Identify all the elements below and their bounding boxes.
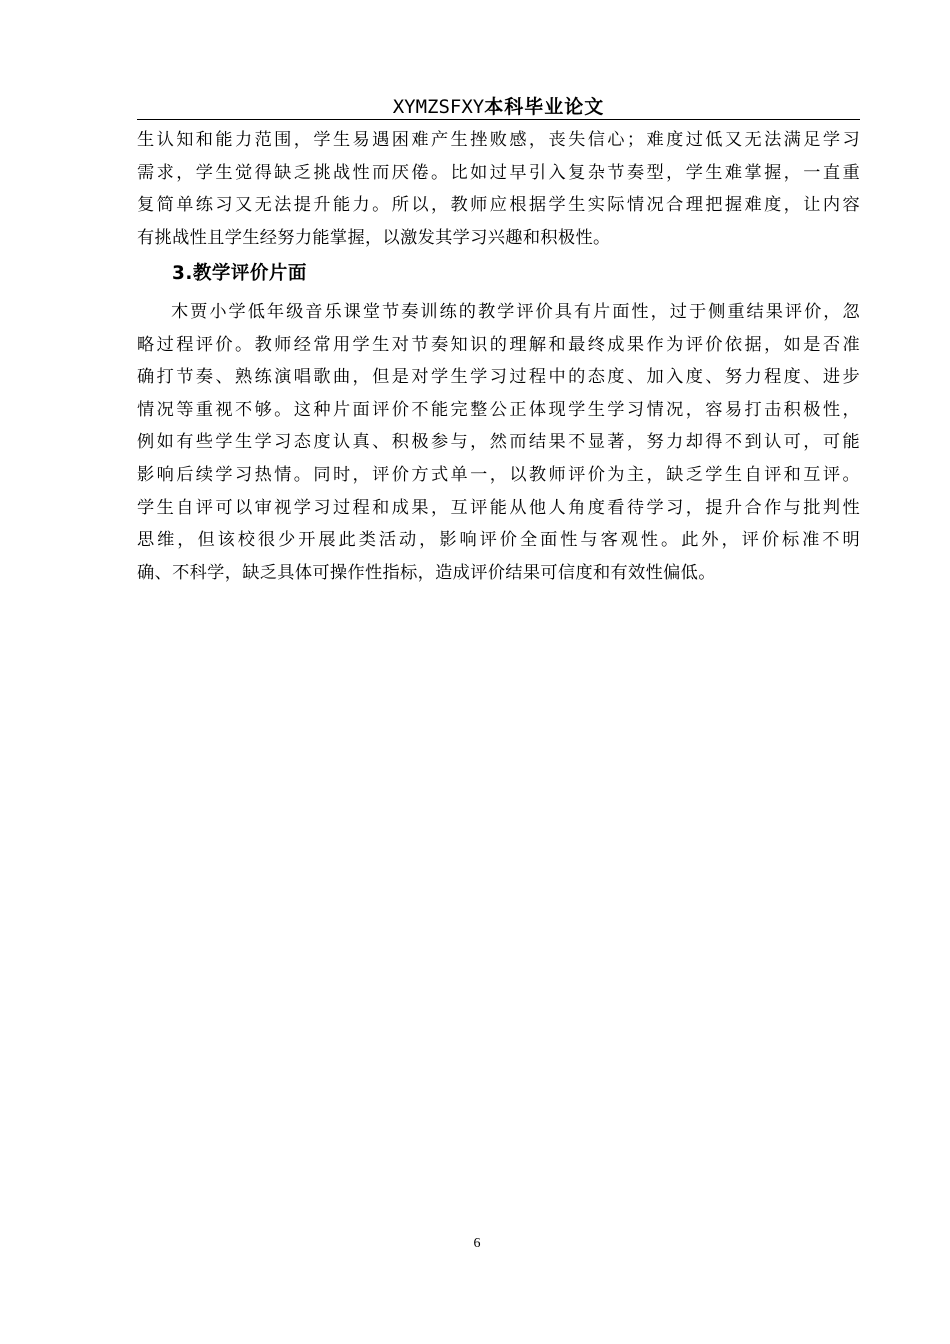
paragraph-line: 有挑战性且学生经努力能掌握，以激发其学习兴趣和积极性。 — [137, 227, 611, 248]
paragraph-line: 情况等重视不够。这种片面评价不能完整公正体现学生学习情况，容易打击积极性， — [137, 399, 860, 420]
paragraph-line: 影响后续学习热情。同时，评价方式单一，以教师评价为主，缺乏学生自评和互评。 — [137, 464, 860, 485]
paragraph-line: 确、不科学，缺乏具体可操作性指标，造成评价结果可信度和有效性偏低。 — [137, 562, 716, 583]
paragraph-line: 木贾小学低年级音乐课堂节奏训练的教学评价具有片面性，过于侧重结果评价，忽 — [171, 302, 860, 322]
section-heading: 3.教学评价片面 — [172, 263, 307, 284]
header-divider — [137, 119, 860, 120]
header-code: XYMZSFXY — [392, 96, 485, 118]
paragraph-evaluation — [137, 296, 860, 589]
paragraph-line: 学生自评可以审视学习过程和成果，互评能从他人角度看待学习，提升合作与批判性 — [137, 497, 860, 518]
paragraph-line: 复简单练习又无法提升能力。所以，教师应根据学生实际情况合理把握难度，让内容 — [137, 195, 860, 216]
paragraph-line: 略过程评价。教师经常用学生对节奏知识的理解和最终成果作为评价依据，如是否准 — [137, 334, 860, 355]
page-number: 6 — [473, 1236, 481, 1251]
header-title: 本科毕业论文 — [484, 96, 605, 118]
running-header — [137, 93, 860, 120]
paragraph-line: 例如有些学生学习态度认真、积极参与，然而结果不显著，努力却得不到认可，可能 — [137, 432, 860, 453]
paragraph-line: 思维，但该校很少开展此类活动，影响评价全面性与客观性。此外，评价标准不明 — [137, 530, 860, 551]
paragraph-line: 需求，学生觉得缺乏挑战性而厌倦。比如过早引入复杂节奏型，学生难掌握，一直重 — [137, 162, 860, 183]
paragraph-line: 确打节奏、熟练演唱歌曲，但是对学生学习过程中的态度、加入度、努力程度、进步 — [137, 367, 860, 388]
paragraph-line: 生认知和能力范围，学生易遇困难产生挫败感，丧失信心；难度过低又无法满足学习 — [137, 130, 860, 150]
paragraph-continued — [137, 124, 860, 254]
